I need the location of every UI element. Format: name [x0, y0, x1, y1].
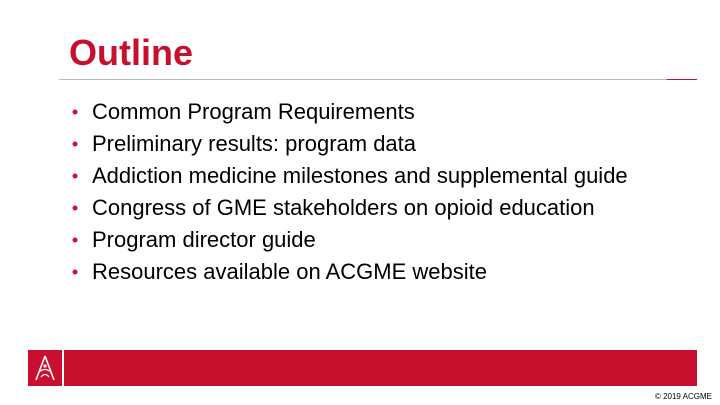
slide-title: Outline — [69, 32, 193, 73]
list-item-text: Common Program Requirements — [92, 99, 415, 124]
list-item — [68, 160, 688, 192]
bullet-icon: • — [71, 198, 79, 218]
copyright-text: © 2019 ACGME — [654, 392, 712, 401]
bullet-icon: • — [71, 134, 79, 154]
list-item-text: Preliminary results: program data — [92, 131, 417, 156]
list-item-text: Resources available on ACGME website — [92, 259, 487, 284]
list-item-text: Congress of GME stakeholders on opioid education — [92, 195, 595, 220]
bullet-icon: • — [71, 230, 79, 250]
list-item-text: Program director guide — [92, 227, 316, 252]
list-item — [68, 256, 688, 288]
acgme-logo-graphic — [28, 350, 62, 386]
bullet-list — [68, 96, 688, 288]
list-item — [68, 128, 688, 160]
title-divider-accent — [667, 79, 697, 80]
list-item — [68, 224, 688, 256]
title-divider — [59, 79, 667, 80]
list-item-text: Addiction medicine milestones and supplemental guide — [92, 163, 628, 188]
list-item — [68, 192, 688, 224]
acgme-logo-icon — [28, 350, 62, 386]
bullet-icon: • — [71, 166, 79, 186]
list-item — [68, 96, 688, 128]
bullet-icon: • — [71, 262, 79, 282]
footer-bar — [64, 350, 697, 386]
bullet-icon: • — [71, 102, 79, 122]
